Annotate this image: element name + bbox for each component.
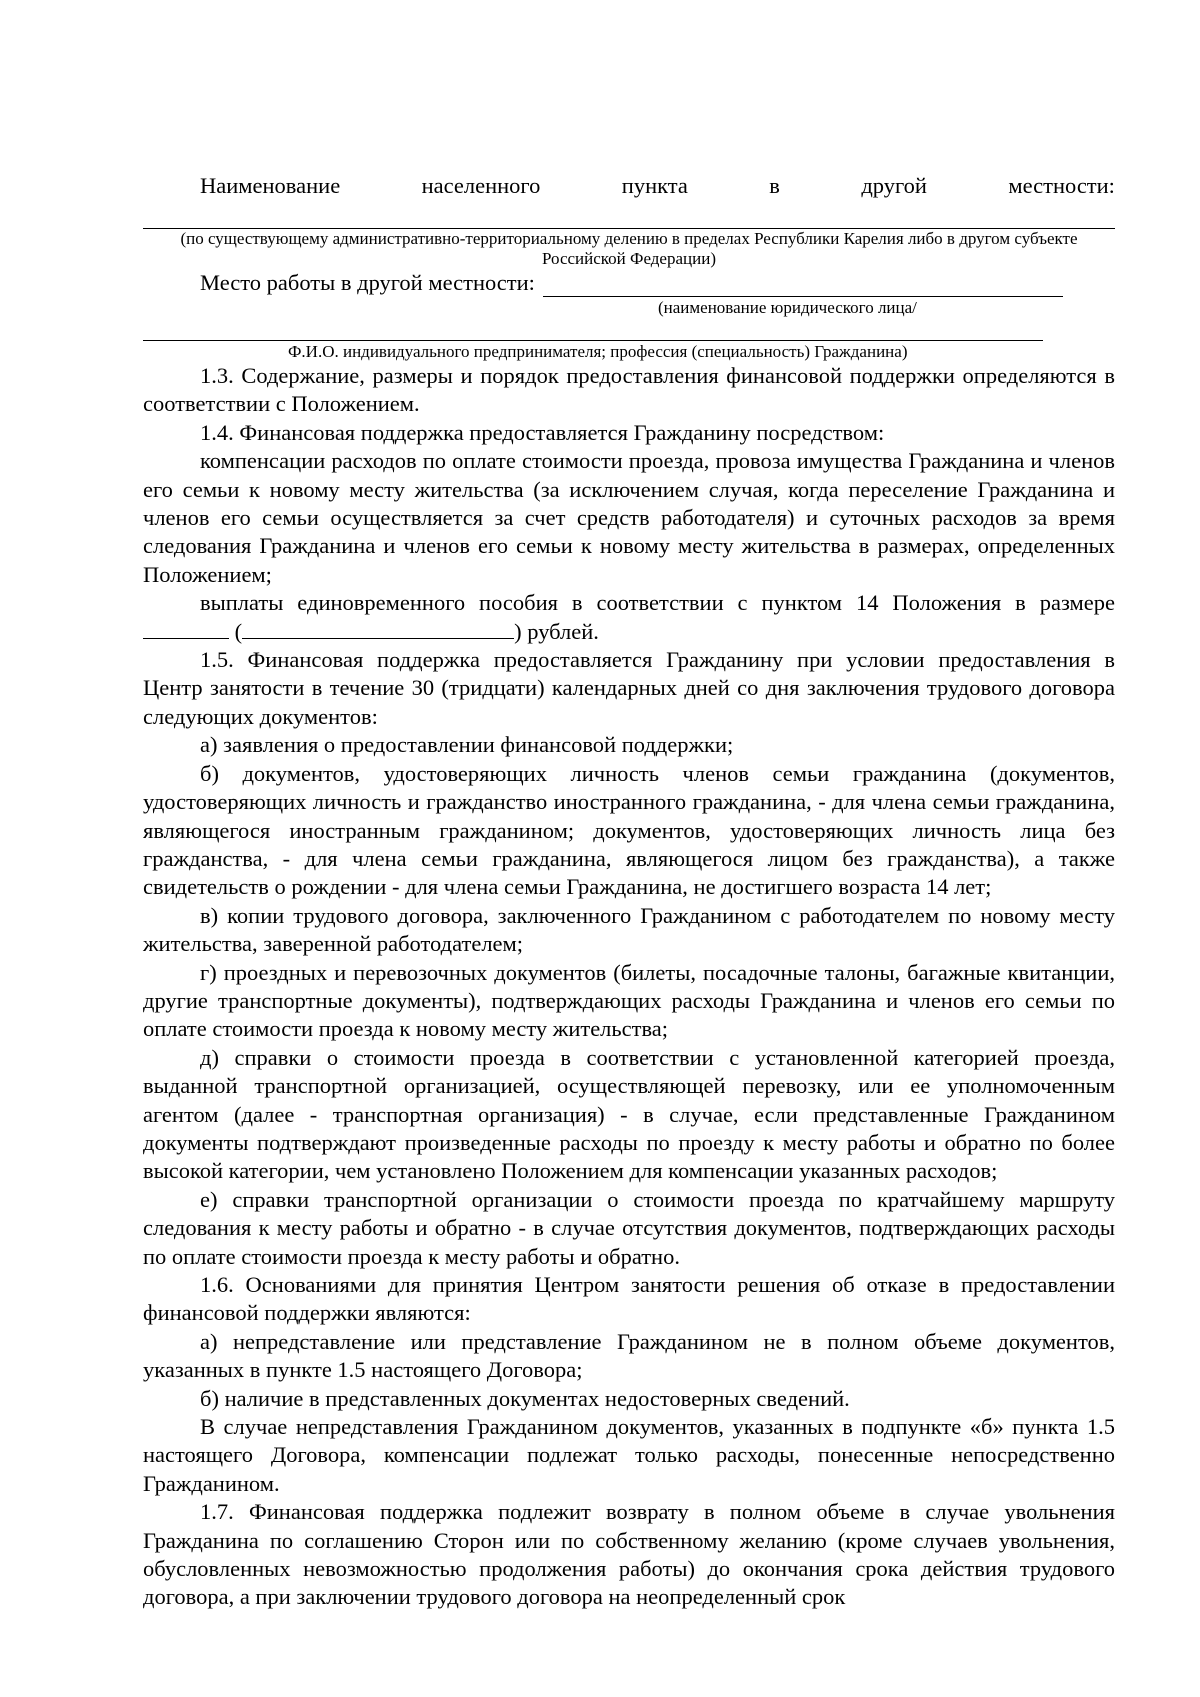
heading-word: в — [769, 173, 780, 198]
heading-word: пункта — [621, 173, 688, 198]
allowance-open-paren: ( — [234, 618, 243, 644]
allowance-amount-blank[interactable] — [143, 618, 229, 639]
paragraph-1-7: 1.7. Финансовая поддержка подлежит возврату в полном объеме в случае увольнения Гражданина по соглашению Сторон или по собственному желанию (кроме случаев увольнения, обусловленных невозможностью продолжения работы) до окончания срока действия трудового договора, а при заключении трудового договора на неопределенный срок — [143, 1499, 1115, 1610]
workplace-line — [143, 269, 1115, 297]
paragraph-1-5-g: г) проездных и перевозочных документов (билеты, посадочные талоны, багажные квитанции, другие транспортные документы), подтверждающих расходы Гражданина и членов его семьи по оплате стоимости проезда к новому месту жительства; — [143, 959, 1115, 1042]
paragraph-1-5-v: в) копии трудового договора, заключенного Гражданином с работодателем по новому месту жительства, заверенной работодателем; — [143, 902, 1115, 957]
paragraph-1-3: 1.3. Содержание, размеры и порядок предоставления финансовой поддержки определяются в соответствии с Положением. — [143, 363, 1115, 417]
workplace-label: Место работы в другой местности: — [200, 270, 535, 295]
locality-caption: (по существующему административно-территориальному делению в пределах Республики Карелия либо в другом субъекте Российской Федерации) — [180, 229, 1078, 268]
paragraph-1-5-e: е) справки транспортной организации о стоимости проезда по кратчайшему маршруту следования к месту работы и обратно - в случае отсутствия документов, подтверждающих расходы по оплате стоимости проезда к месту работы и обратно. — [143, 1186, 1115, 1269]
paragraph-1-4-compensation: компенсации расходов по оплате стоимости проезда, провоза имущества Гражданина и членов его семьи к новому месту жительства (за исключением случая, когда переселение Гражданина и членов его семьи осуществляется за счет средств работодателя) и суточных расходов за время следования Гражданина и членов его семьи к новому месту жительства в размерах, определенных Положением; — [143, 448, 1115, 587]
heading-word: населенного — [421, 173, 541, 198]
heading-word: Наименование — [200, 173, 341, 198]
fio-caption: Ф.И.О. индивидуального предпринимателя; профессия (специальность) Гражданина) — [288, 342, 908, 361]
paragraph-1-5-a: а) заявления о предоставлении финансовой поддержки; — [200, 732, 734, 758]
legal-entity-caption: (наименование юридического лица/ — [658, 298, 917, 317]
fio-blank-line[interactable] — [143, 318, 1043, 341]
workplace-blank[interactable] — [543, 274, 1063, 297]
paragraph-1-6-note: В случае непредставления Гражданином документов, указанных в подпункте «б» пункта 1.5 настоящего Договора, компенсации подлежат только расходы, понесенные непосредственно Гражданином. — [143, 1414, 1115, 1496]
paragraph-1-6-b: б) наличие в представленных документах недостоверных сведений. — [200, 1385, 850, 1411]
paragraph-1-5-d: д) справки о стоимости проезда в соответствии с установленной категорией проезда, выданной транспортной организацией, осуществляющей перевозку, или ее уполномоченным агентом (далее - транспортная организация) - в случае, если представленные Гражданином документы подтверждают произведенные расходы по проезду к месту работы и обратно по более высокой категории, чем установлено Положением для компенсации указанных расходов; — [143, 1044, 1115, 1184]
allowance-end-text: ) рублей. — [514, 618, 599, 644]
paragraph-1-5: 1.5. Финансовая поддержка предоставляется Гражданину при условии предоставления в Центр занятости в течение 30 (тридцати) календарных дней со дня заключения трудового договора следующих документов: — [143, 647, 1115, 729]
paragraph-1-6: 1.6. Основаниями для принятия Центром занятости решения об отказе в предоставлении финансовой поддержки являются: — [143, 1272, 1115, 1326]
heading-word: другой — [861, 173, 927, 198]
allowance-words-blank[interactable] — [242, 618, 514, 639]
paragraph-1-4-allowance — [143, 589, 1115, 646]
document-content — [143, 172, 1115, 1612]
locality-heading — [143, 172, 1115, 200]
paragraph-1-5-b: б) документов, удостоверяющих личность членов семьи гражданина (документов, удостоверяющих личность и гражданство иностранного гражданина, - для члена семьи гражданина, являющегося иностранным гражданином; документов, удостоверяющих личность лица без гражданства, - для члена семьи гражданина, являющегося лицом без гражданства), а также свидетельств о рождении - для члена семьи Гражданина, не достигшего возраста 14 лет; — [143, 760, 1115, 900]
heading-word: местности: — [1008, 173, 1115, 198]
allowance-text: выплаты единовременного пособия в соответствии с пунктом 14 Положения в размере — [200, 590, 1115, 616]
paragraph-1-4: 1.4. Финансовая поддержка предоставляется Гражданину посредством: — [200, 419, 885, 445]
paragraph-1-6-a: а) непредставление или представление Гражданином не в полном объеме документов, указанных в пункте 1.5 настоящего Договора; — [143, 1328, 1115, 1383]
locality-blank-line[interactable] — [143, 200, 1115, 229]
